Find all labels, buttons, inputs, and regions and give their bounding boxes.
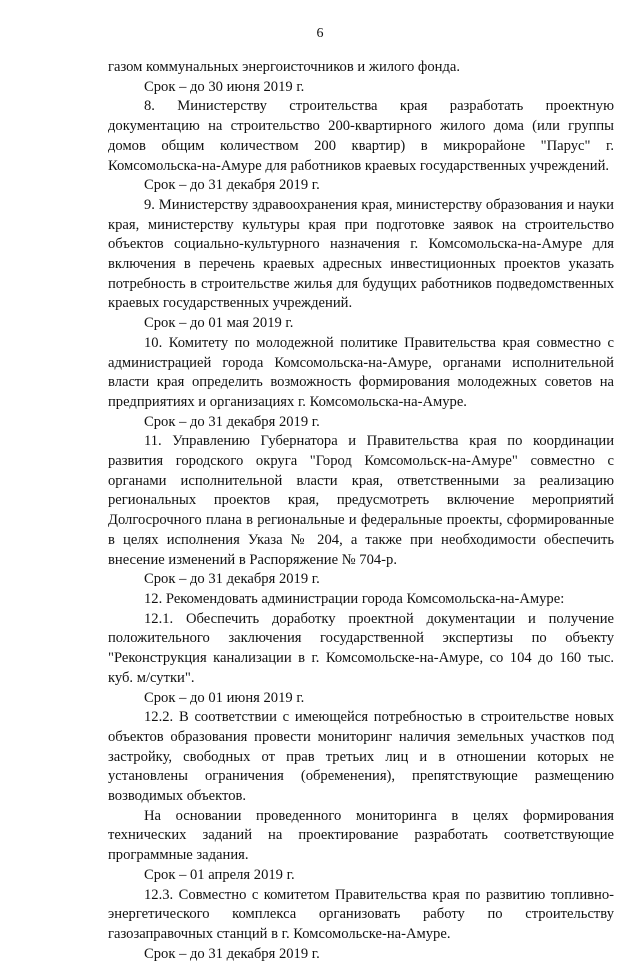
deadline: Срок – до 30 июня 2019 г.	[144, 78, 305, 95]
document-body	[108, 58, 614, 964]
deadline: Срок – до 31 декабря 2019 г.	[144, 945, 320, 962]
deadline: Срок – до 31 декабря 2019 г.	[144, 177, 320, 194]
deadline: Срок – до 01 мая 2019 г.	[144, 315, 294, 332]
deadline: Срок – до 01 июня 2019 г.	[144, 689, 305, 706]
item-11: 11. Управлению Губернатора и Правительства края по координации развития городского округа "Город Комсомольск-на-Амуре" совместно с органами исполнительной власти края, ответственными за реализацию региональных проектов края, предусмотреть включение мероприятий Долгосрочного плана в региональные и федеральные проекты, сформированные в целях исполнения Указа № 204, а также при необходимости обеспечить внесение изменений в Распоряжение № 704-р.	[108, 433, 614, 568]
paragraph-continuation: газом коммунальных энергоисточников и жилого фонда.	[108, 59, 461, 75]
item-12-3: 12.3. Совместно с комитетом Правительства края по развитию топливно-энергетического комплекса организовать работу по строительству газозаправочных станций в г. Комсомольске-на-Амуре.	[108, 886, 614, 942]
deadline: Срок – до 31 декабря 2019 г.	[144, 571, 320, 588]
item-12-1: 12.1. Обеспечить доработку проектной документации и получение положительного заключения государственной экспертизы по объекту "Реконструкция канализации в г. Комсомольске-на-Амуре, со 104 до 160 тыс. куб. м/сутки".	[108, 610, 614, 686]
item-10: 10. Комитету по молодежной политике Правительства края совместно с администрацией города Комсомольска-на-Амуре, органами исполнительной власти края определить возможность формирования молодежных советов на предприятиях и организациях г. Комсомольска-на-Амуре.	[108, 334, 614, 410]
deadline: Срок – 01 апреля 2019 г.	[144, 866, 295, 883]
item-12: 12. Рекомендовать администрации города Комсомольска-на-Амуре:	[144, 590, 565, 607]
item-12-2: 12.2. В соответствии с имеющейся потребностью в строительстве новых объектов образования провести мониторинг наличия земельных участков под застройку, свободных от прав третьих лиц и в отношении которых не установлены ограничения (обременения), препятствующие размещению возводимых объектов.	[108, 709, 614, 805]
item-9: 9. Министерству здравоохранения края, министерству образования и науки края, министерству культуры края при подготовке заявок на строительство объектов социально-культурного назначения г. Комсомольска-на-Амуре для включения в перечень краевых адресных инвестиционных проектов указать потребность в строительстве жилья для будущих работников подведомственных краевых государственных учреждений.	[108, 196, 614, 312]
page-number: 6	[316, 26, 324, 41]
item-12-2-continuation: На основании проведенного мониторинга в целях формирования технических заданий на проектирование разработать соответствующие программные задания.	[108, 807, 614, 864]
deadline: Срок – до 31 декабря 2019 г.	[144, 413, 320, 430]
item-8: 8. Министерству строительства края разработать проектную документацию на строительство 200-квартирного жилого дома (или группы домов общим количеством 200 квартир) в микрорайоне "Парус" г. Комсомольска-на-Амуре для работников краевых государственных учреждений.	[108, 98, 614, 174]
